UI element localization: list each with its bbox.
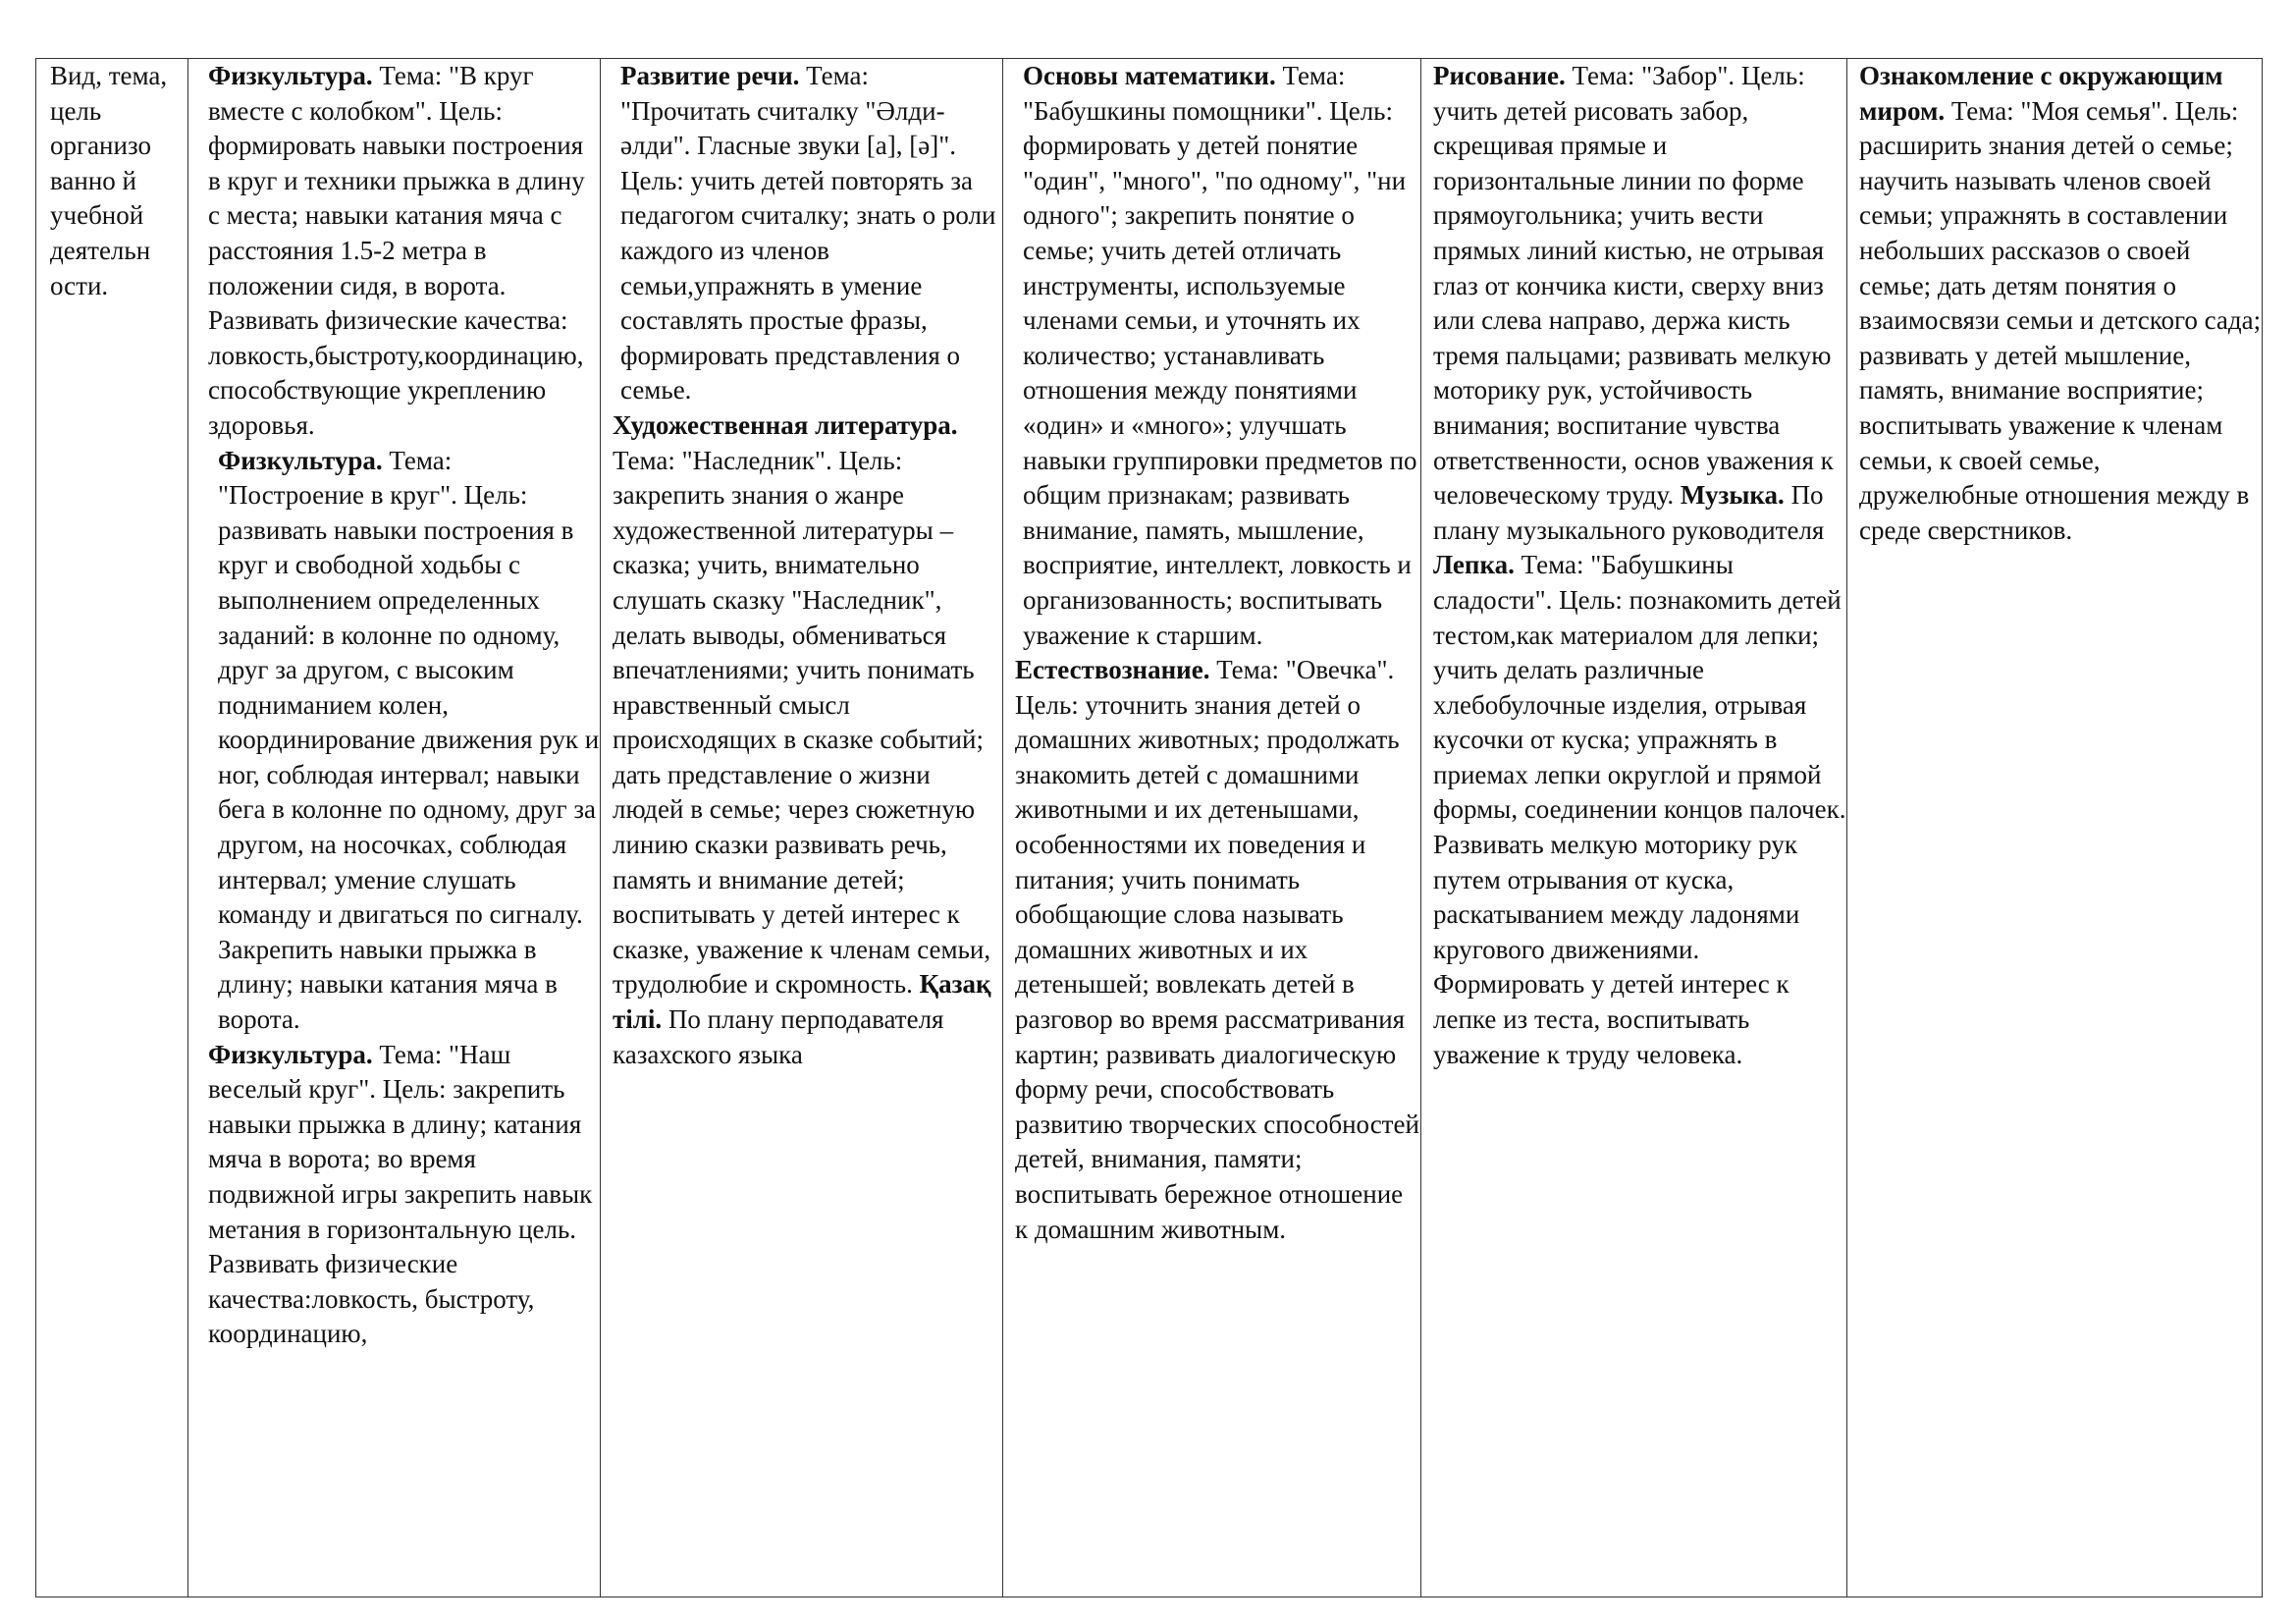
column-cell-risovanie [1421, 59, 1847, 1597]
lesson-block [200, 59, 600, 444]
lesson-text: Тема: "Забор". Цель: учить детей рисовать забор, скрещивая прямые и горизонтальные линии по форме прямоугольника; учить вести прямых линий кистью, не отрывая глаз от кончика кисти, сверху вниз или слева направо, держа кисть тремя пальцами; развивать мелкую моторику рук, устойчивость внимания; воспитание чувства ответственности, основ уважения к человеческому труду. [1433, 61, 1834, 511]
lesson-title: Естествознание. [1015, 655, 1210, 685]
lesson-title: Ознакомление с окружающим миром. [1859, 61, 2223, 126]
lesson-text: Тема: "Овечка". Цель: уточнить знания детей о домашних животных; продолжать знакомить детей с домашними животными и их детенышами, особенностями их поведения и питания; учить понимать обобщающие слова называть домашних животных и их детенышей; вовлекать детей в разговор во время рассматривания картин; развивать диалогическую форму речи, способствовать развитию творческих способностей детей, внимания, памяти; воспитывать бережное отношение к домашним животным. [1015, 655, 1419, 1244]
lesson-text: Тема: "Наследник". Цель: закрепить знания о жанре художественной литературы – сказка; учить, внимательно слушать сказку "Наследник", делать выводы, обмениваться впечатлениями; учить понимать нравственный смысл происходящих в сказке событий; дать представление о жизни людей в семье; через сюжетную линию сказки развивать речь, память и внимание детей; воспитывать у детей интерес к сказке, уважение к членам семьи, трудолюбие и скромность. [613, 445, 991, 1000]
lesson-block [613, 408, 1002, 1072]
lesson-title: Основы математики. [1023, 61, 1276, 90]
lesson-text: Тема: "Моя семья". Цель: расширить знания детей о семье; научить называть членов своей семьи; упражнять в составлении небольших рассказов о своей семье; дать детям понятия о взаимосвязи семьи и детского сада; развивать у детей мышление, память, внимание восприятие; воспитывать уважение к членам семьи, к своей семье, дружелюбные отношения между в среде сверстников. [1859, 95, 2262, 545]
lesson-text: Тема: "В круг вместе с колобком". Цель: формировать навыки построения в круг и техники прыжка в длину с места; навыки катания мяча с расстояния 1.5-2 метра в положении сидя, в ворота. Развивать физические качества: ловкость,быстроту,координацию, способствующие укреплению здоровья. [208, 61, 585, 440]
lesson-extra-text: По плану перподавателя казахского языка [613, 1004, 944, 1069]
lesson-text: Тема: "Прочитать считалку "Әлди-әлди". Гласные звуки [а], [ә]". Цель: учить детей повторять за педагогом считалку; знать о роли каждого из членов семьи,упражнять в умение составлять простые фразы, формировать представления о семье. [620, 61, 996, 406]
lesson-block [200, 1038, 600, 1352]
table-row [36, 59, 2263, 1597]
column-cell-fizkultura [188, 59, 601, 1597]
lesson-extra-text: По плану музыкального руководителя [1433, 480, 1825, 545]
lesson-text: Тема: "Бабушкины сладости". Цель: познакомить детей тестом,как материалом для лепки; учить делать различные хлебобулочные изделия, отрывая кусочки от куска; упражнять в приемах лепки округлой и прямой формы, соединении концов палочек. Развивать мелкую моторику рук путем отрывания от куска, раскатыванием между ладонями кругового движениями. Формировать у детей интерес к лепке из теста, воспитывать уважение к труду человека. [1433, 550, 1846, 1069]
lesson-text: Тема: "Наш веселый круг". Цель: закрепить навыки прыжка в длину; катания мяча в ворота; во время подвижной игры закрепить навык метания в горизонтальную цель. Развивать физические качества:ловкость, быстроту, координацию, [208, 1039, 593, 1349]
column-cell-oznakomlenie [1847, 59, 2263, 1597]
lesson-block [1433, 548, 1846, 1072]
lesson-title: Рисование. [1433, 61, 1566, 90]
lesson-text: Тема: "Бабушкины помощники". Цель: формировать у детей понятие "один", "много", "по одному", "ни одного"; закрепить понятие о семье; учить детей отличать инструменты, используемые членами семьи, и уточнять их количество; устанавливать отношения между понятиями «один» и «много»; улучшать навыки группировки предметов по общим признакам; развивать внимание, память, мышление, восприятие, интеллект, ловкость и организованность; воспитывать уважение к старшим. [1023, 61, 1417, 650]
column-cell-razvitie-rechi [601, 59, 1003, 1597]
lesson-block [613, 59, 1002, 408]
lesson-title: Физкультура. [208, 61, 373, 90]
lesson-block [1015, 653, 1420, 1247]
lesson-plan-table [35, 58, 2263, 1597]
lesson-title: Развитие речи. [620, 61, 800, 90]
lesson-title: Лепка. [1433, 550, 1515, 580]
lesson-extra-title: Музыка. [1680, 480, 1785, 511]
lesson-block [1015, 59, 1420, 653]
lesson-title: Художественная литература. [613, 409, 958, 440]
lesson-title: Физкультура. [218, 445, 383, 475]
lesson-block [200, 444, 600, 1038]
lesson-text: Тема: "Построение в круг". Цель: развивать навыки построения в круг и свободной ходьбы с выполнением определенных заданий: в колонне по одному, друг за другом, с высоким подниманием колен, координирование движения рук и ног, соблюдая интервал; навыки бега в колонне по одному, друг за другом, на носочках, соблюдая интервал; умение слушать команду и двигаться по сигналу. Закрепить навыки прыжка в длину; навыки катания мяча в ворота. [218, 445, 600, 1035]
lesson-title: Физкультура. [208, 1039, 373, 1069]
lesson-block [1433, 59, 1846, 548]
lesson-extra-title: Қазақ тілі. [613, 969, 991, 1035]
column-cell-osnovy-matematiki [1003, 59, 1421, 1597]
header-cell: Вид, тема, цель организо ванно й учебной деятельн ости. [36, 59, 188, 1597]
lesson-block [1859, 59, 2262, 548]
